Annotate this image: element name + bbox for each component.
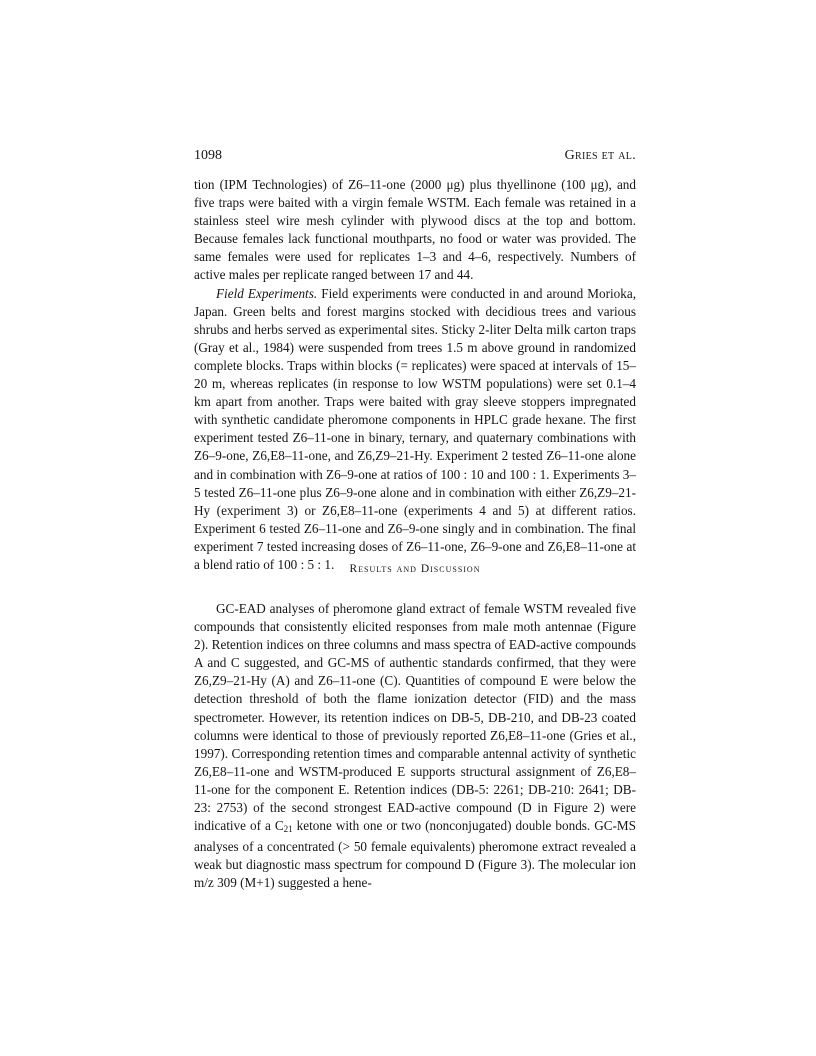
field-experiments-body: Field experiments were conducted in and around Morioka, Japan. Green belts and forest margins stocked with decidious trees and various shrubs and herbs served as experimental sites. Sticky 2-liter Delta milk carton traps (Gray et al., 1984) were suspended from trees 1.5 m above ground in randomized complete blocks. Traps within blocks (= replicates) were spaced at intervals of 15–20 m, whereas replicates (in response to low WSTM populations) were set 0.1–4 km apart from another. Traps were baited with gray sleeve stoppers impregnated with synthetic candidate pheromone components in HPLC grade hexane. The first experiment tested Z6–11-one in binary, ternary, and quaternary combinations with Z6–9-one, Z6,E8–11-one, and Z6,Z9–21-Hy. Experiment 2 tested Z6–11-one alone and in combination with Z6–9-one at ratios of 100 : 10 and 100 : 1. Experiments 3–5 tested Z6–11-one plus Z6–9-one alone and in combination with either Z6,Z9–21-Hy (experiment 3) or Z6,E8–11-one (experiments 4 and 5) at different ratios. Experiment 6 tested Z6–11-one and Z6–9-one singly and in combination. The final experiment 7 tested increasing doses of Z6–11-one, Z6–9-one and Z6,E8–11-one at a blend ratio of 100 : 5 : 1. [194, 285, 636, 572]
page-header [194, 148, 636, 166]
results-body-part2: ketone with one or two (nonconjugated) double bonds. GC-MS analyses of a concentrated (> 50 female equivalents) pheromone extract revealed a weak but diagnostic mass spectrum for compound D (Figure 3). The molecular ion m/z 309 (M+1) suggested a hene- [194, 818, 636, 891]
methods-text [194, 176, 636, 574]
results-text [194, 600, 636, 893]
paragraph-continuation: tion (IPM Technologies) of Z6–11-one (2000 μg) plus thyellinone (100 μg), and five traps were baited with a virgin female WSTM. Each female was retained in a stainless steel wire mesh cylinder with plywood discs at the top and bottom. Because females lack functional mouthparts, no food or water was provided. The same females were used for replicates 1–3 and 4–6, respectively. Numbers of active males per replicate ranged between 17 and 44. [194, 177, 636, 283]
running-head: Gries et al. [564, 148, 636, 163]
results-body-part1: GC-EAD analyses of pheromone gland extract of female WSTM revealed five compounds that consistently elicited responses from male moth antennae (Figure 2). Retention indices on three columns and mass spectra of EAD-active compounds A and C suggested, and GC-MS of authentic standards confirmed, that they were Z6,Z9–21-Hy (A) and Z6–11-one (C). Quantities of compound E were below the detection threshold of both the flame ionization detector (FID) and the mass spectrometer. However, its retention indices on DB-5, DB-210, and DB-23 coated columns were identical to those of previously reported Z6,E8–11-one (Gries et al., 1997). Corresponding retention times and comparable antennal activity of synthetic Z6,E8–11-one and WSTM-produced E supports structural assignment of Z6,E8–11-one for the component E. Retention indices (DB-5: 2261; DB-210: 2641; DB-23: 2753) of the second strongest EAD-active compound (D in Figure 2) were indicative of a C [194, 601, 636, 834]
paragraph-field-experiments [194, 285, 636, 575]
section-heading-results: Results and Discussion [349, 563, 481, 575]
field-experiments-heading: Field Experiments. [216, 285, 318, 301]
paragraph-results [194, 600, 636, 893]
page-number: 1098 [194, 148, 222, 163]
carbon-subscript: 21 [283, 824, 293, 835]
